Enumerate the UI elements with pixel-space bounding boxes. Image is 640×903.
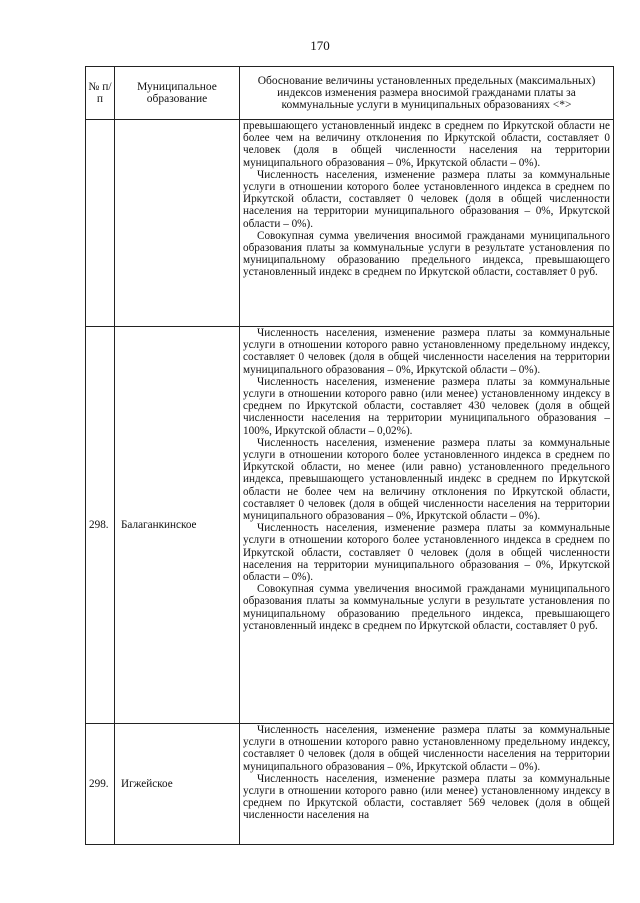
row-municipality: Игжейское xyxy=(115,724,240,845)
paragraph: Совокупная сумма увеличения вносимой гражданами муниципального образования платы за коммунальные услуги в результате установления по муниципальному образованию предельного индекса, превышающего установленный индекс в среднем по Иркутской области, составляет 0 руб. xyxy=(243,583,610,632)
table-row xyxy=(86,327,614,724)
page-number: 170 xyxy=(310,38,330,53)
paragraph: Численность населения, изменение размера платы за коммунальные услуги в отношении которого равно установленному предельному индексу, составляет 0 человек (доля в общей численности населения на территории муниципального образования – 0%, Иркутской области – 0%). xyxy=(243,327,610,376)
row-number: 299. xyxy=(86,724,115,845)
row-municipality: Балаганкинское xyxy=(115,327,240,724)
paragraph: превышающего установленный индекс в среднем по Иркутской области не более чем на величину отклонения по Иркутской области, составляет 0 человек (доля в общей численности населения на территории муниципального образования – 0%, Иркутской области – 0%). xyxy=(243,120,610,169)
table-row xyxy=(86,120,614,327)
indices-table xyxy=(85,66,614,845)
row-justification xyxy=(240,327,614,724)
paragraph: Численность населения, изменение размера платы за коммунальные услуги в отношении которого более установленного индекса в среднем по Иркутской области, но менее (или равно) установленного предельного индекса, превышающего установленный индекс в среднем по Иркутской области не более чем на величину отклонения по Иркутской области, составляет 0 человек (доля в общей численности населения на территории муниципального образования – 0%, Иркутской области – 0%). xyxy=(243,436,610,523)
paragraph: Совокупная сумма увеличения вносимой гражданами муниципального образования платы за коммунальные услуги в результате установления по муниципальному образованию предельного индекса, превышающего установленный индекс в среднем по Иркутской области, составляет 0 руб. xyxy=(243,229,610,279)
paragraph: Численность населения, изменение размера платы за коммунальные услуги в отношении которого равно (или менее) установленному индексу в среднем по Иркутской области, составляет 569 человек (доля в общей численности населения на xyxy=(243,772,610,822)
header-municipality: Муниципальное образование xyxy=(115,67,240,120)
header-number: № п/п xyxy=(86,67,115,120)
header-justification xyxy=(240,67,614,120)
row-number xyxy=(86,120,115,327)
row-justification xyxy=(240,120,614,327)
paragraph: Численность населения, изменение размера платы за коммунальные услуги в отношении которого равно установленному предельному индексу, составляет 0 человек (доля в общей численности населения на территории муниципального образования – 0%, Иркутской области – 0%). xyxy=(243,724,610,773)
row-municipality xyxy=(115,120,240,327)
paragraph: Численность населения, изменение размера платы за коммунальные услуги в отношении которого более установленного индекса в среднем по Иркутской области, составляет 0 человек (доля в общей численности населения на территории муниципального образования – 0%, Иркутской области – 0%). xyxy=(243,168,610,230)
paragraph: Численность населения, изменение размера платы за коммунальные услуги в отношении которого равно (или менее) установленному индексу в среднем по Иркутской области, составляет 430 человек (доля в общей численности населения на территории муниципального образования – 100%, Иркутской области – 0,02%). xyxy=(243,375,610,437)
paragraph: Численность населения, изменение размера платы за коммунальные услуги в отношении которого более установленного индекса в среднем по Иркутской области, составляет 0 человек (доля в общей численности населения на территории муниципального образования – 0%, Иркутской области – 0%). xyxy=(243,522,610,584)
row-justification xyxy=(240,724,614,845)
header-justification-text: Обоснование величины установленных предельных (максимальных) индексов изменения размера вносимой гражданами платы за коммунальные услуги в муниципальных образованиях <*> xyxy=(257,75,596,111)
row-number: 298. xyxy=(86,327,115,724)
table-header-row xyxy=(86,67,614,120)
table-row xyxy=(86,724,614,845)
